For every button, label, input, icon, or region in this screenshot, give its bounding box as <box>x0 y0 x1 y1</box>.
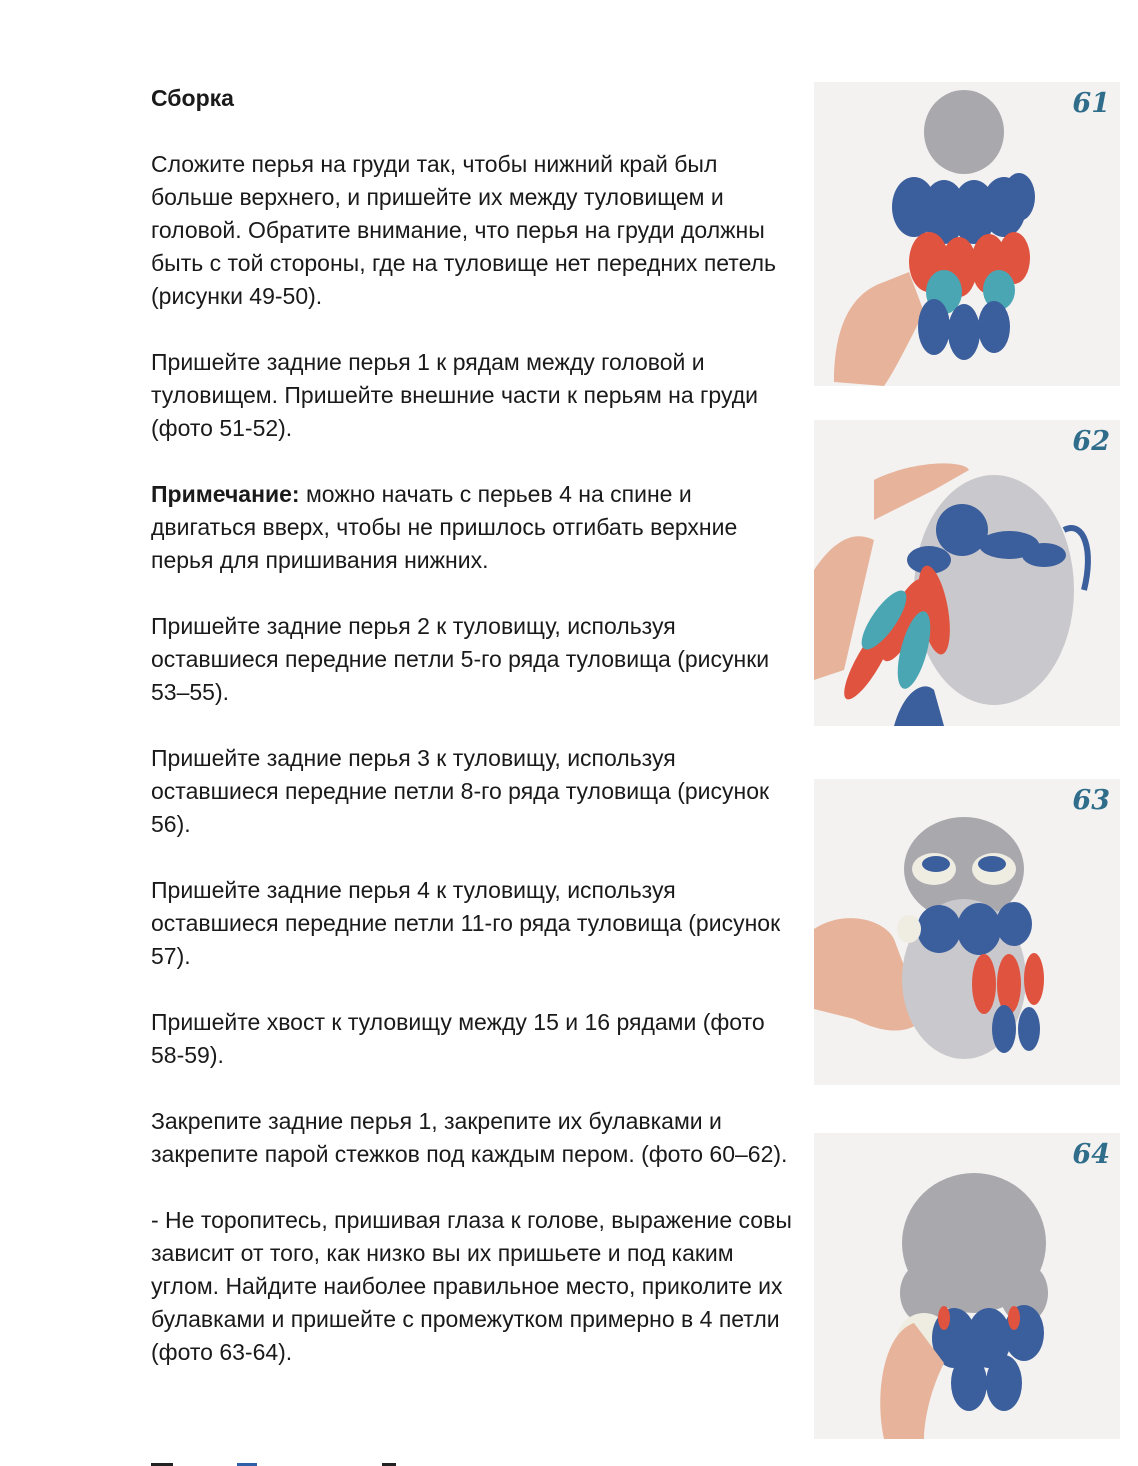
note-text: можно начать с перьев 4 на спине и двигаться вверх, чтобы не пришлось отгибать верхние перья для пришивания нижних. <box>151 481 738 573</box>
paragraph-secure-feathers: Закрепите задние перья 1, закрепите их булавками и закрепите парой стежков под каждым пером. (фото 60–62). <box>151 1108 788 1167</box>
paragraph-back-feathers-3: Пришейте задние перья 3 к туловищу, используя оставшиеся передние петли 8-го ряда туловища (рисунок 56). <box>151 745 770 837</box>
photo-63 <box>814 779 1120 1085</box>
photo-63-number: 63 <box>1072 785 1110 816</box>
photo-64 <box>814 1133 1120 1439</box>
paragraph-chest-feathers: Сложите перья на груди так, чтобы нижний край был больше верхнего, и пришейте их между туловищем и головой. Обратите внимание, что перья на груди должны быть с той стороны, где на туловище нет передних петель (рисунки 49-50). <box>151 151 777 309</box>
paragraph-back-feathers-2: Пришейте задние перья 2 к туловищу, используя оставшиеся передние петли 5-го ряда туловища (рисунки 53–55). <box>151 613 770 705</box>
photo-64-number: 64 <box>1072 1139 1110 1170</box>
paragraph-note <box>151 478 801 577</box>
photo-62 <box>814 420 1120 726</box>
photo-62-illustration <box>814 420 1120 726</box>
paragraph-tail: Пришейте хвост к туловищу между 15 и 16 рядами (фото 58-59). <box>151 1009 765 1068</box>
paragraph-back-feathers-4: Пришейте задние перья 4 к туловищу, используя оставшиеся передние петли 11-го ряда туловища (рисунок 57). <box>151 877 781 969</box>
paragraph-eyes: - Не торопитесь, пришивая глаза к голове, выражение совы зависит от того, как низко вы их пришьете и под каким углом. Найдите наиболее правильное место, приколите их булавками и пришейте с промежутком примерно в 4 петли (фото 63-64). <box>151 1207 792 1365</box>
note-label: Примечание: <box>151 481 300 507</box>
section-heading: Сборка <box>151 85 234 111</box>
paragraph-back-feathers-1: Пришейте задние перья 1 к рядам между головой и туловищем. Пришейте внешние части к перьям на груди (фото 51-52). <box>151 349 758 441</box>
cut-off-text-line <box>151 1454 401 1466</box>
photo-62-number: 62 <box>1072 426 1110 457</box>
photo-61-illustration <box>814 82 1120 386</box>
instructions-column <box>151 82 801 1402</box>
photo-61-number: 61 <box>1072 88 1110 119</box>
photo-61 <box>814 82 1120 386</box>
photo-64-illustration <box>814 1133 1120 1439</box>
photo-63-illustration <box>814 779 1120 1085</box>
